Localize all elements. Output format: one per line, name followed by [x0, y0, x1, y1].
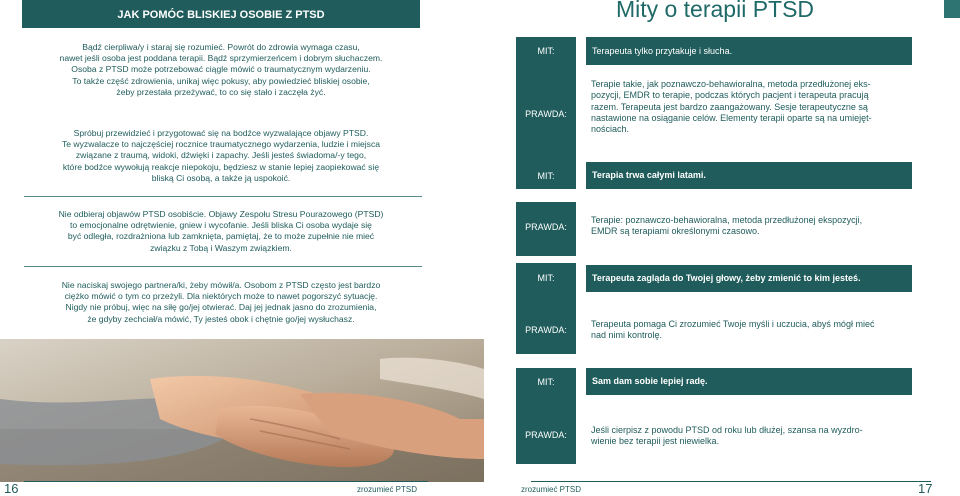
text-line: bliską Ci osobą, a także ją uspokoić. — [151, 172, 291, 183]
myth-box — [586, 162, 912, 189]
text-line: Nigdy nie próbuj, więc na siłę go/jej otwierać. Daj jej jednak jasno do zrozumienia, — [65, 302, 377, 313]
text-line: Terapie takie, jak poznawczo-behawioralna, metoda przedłużonej eks- — [591, 79, 871, 89]
text-line: związane z traumą, widoki, dźwięki i zapachy. Jeśli jesteś świadoma/-y tego, — [75, 150, 367, 161]
text-line: nad nimi kontrolę. — [591, 330, 663, 341]
prawda-label: PRAWDA: — [525, 109, 567, 119]
text-line: Jeśli cierpisz z powodu PTSD od roku lub dłużej, szansa na wyzdro- — [591, 425, 863, 435]
myth-box — [586, 265, 912, 292]
myth-text: Terapeuta tylko przytakuje i słucha. — [592, 46, 733, 56]
page-number-right: 17 — [918, 481, 933, 496]
text-line: EMDR są terapiami określonymi czasowo. — [591, 226, 760, 237]
truth-text — [591, 319, 901, 342]
text-line: Terapeuta pomaga Ci zrozumieć Twoje myśli i uczucia, abyś mógł mieć — [591, 319, 875, 329]
mit-label: MIT: — [537, 377, 555, 387]
divider — [24, 196, 422, 197]
myth-box — [586, 37, 912, 65]
text-line: pozycji, EMDR to terapie, podczas których pacjent i terapeuta pracują — [591, 90, 869, 101]
text-block-pressure — [24, 280, 418, 325]
prawda-label: PRAWDA: — [525, 222, 567, 232]
text-line: nastawione na osiąganie celów. Elementy terapii oparte są na umiejęt- — [591, 112, 872, 123]
text-line: które bodźce wywołują reakcje niepokoju, będziesz w stanie lepiej zaopiekować się — [62, 161, 380, 172]
text-line: że gdyby zechciał/a mówić, Ty jesteś obok i chętnie go/jej wysłuchasz. — [87, 313, 355, 324]
corner-square-decoration — [944, 0, 960, 18]
text-line: Terapie: poznawczo-behawioralna, metoda przedłużonej ekspozycji, — [591, 215, 863, 225]
myth-text: Terapia trwa całymi latami. — [592, 170, 706, 180]
myth-text: Sam dam sobie lepiej radę. — [592, 376, 708, 386]
hands-photo — [0, 339, 484, 482]
text-block-triggers — [24, 128, 418, 184]
text-line: to emocjonalne odrętwienie, gniew i wycofanie. Jeśli bliska Ci osoba wydaje się — [70, 220, 372, 231]
myth-text: Terapeuta zagląda do Twojej głowy, żeby zmienić to kim jesteś. — [592, 273, 861, 283]
text-block-symptoms — [24, 209, 418, 254]
text-line: nawet jeśli osoba jest poddana terapii. Bądź sprzymierzeńcem i dobrym słuchaczem. — [59, 53, 383, 64]
truth-text — [591, 425, 901, 448]
prawda-label: PRAWDA: — [525, 325, 567, 335]
text-line: Te wyzwalacze to najczęściej rocznice traumatycznego wydarzenia, ludzie i miejsca — [61, 139, 381, 150]
text-line: razem. Terapeuta jest bardzo zaangażowany. Sesje terapeutyczne są — [591, 101, 868, 112]
mit-label: MIT: — [537, 273, 555, 283]
text-line: Spróbuj przewidzieć i przygotować się na bodźce wyzwalające objawy PTSD. — [73, 128, 369, 138]
text-line: Nie naciskaj swojego partnera/ki, żeby mówił/a. Osobom z PTSD często jest bardzo — [61, 280, 381, 290]
text-line: To także część zdrowienia, unikaj więc pokusy, aby powiedzieć bliskiej osobie, — [72, 75, 370, 86]
text-line: związku z Tobą i Waszym związkiem. — [150, 242, 292, 253]
page-number-left: 16 — [4, 481, 19, 496]
hands-illustration — [0, 339, 484, 482]
page-title: Mity o terapii PTSD — [615, 0, 815, 22]
truth-text — [591, 79, 901, 135]
truth-text — [591, 215, 901, 238]
text-line: Bądź cierpliwa/y i staraj się rozumieć. Powrót do zdrowia wymaga czasu, — [82, 42, 360, 52]
text-line: wienie bez terapii jest niewielka. — [591, 436, 720, 447]
divider — [24, 266, 422, 267]
myth-box — [586, 368, 912, 395]
footer-label: zrozumieć PTSD — [357, 485, 418, 494]
mit-label: MIT: — [537, 46, 555, 56]
section-header: JAK POMÓC BLISKIEJ OSOBIE Z PTSD — [22, 0, 420, 28]
prawda-label: PRAWDA: — [525, 430, 567, 440]
text-line: Osoba z PTSD może potrzebować ciągle mówić o traumatycznym wydarzeniu. — [71, 64, 371, 75]
text-line: ciężko mówić o tym co przeżyli. Dla niektórych może to nawet pogorszyć sytuację. — [64, 291, 378, 302]
text-line: Nie odbieraj objawów PTSD osobiście. Objawy Zespołu Stresu Pourazowego (PTSD) — [58, 209, 384, 219]
text-block-patience — [24, 42, 418, 98]
text-line: być odległa, rozdrażniona lub zamknięta, pamiętaj, że to może zupełnie nie mieć — [67, 231, 375, 242]
mit-label: MIT: — [537, 171, 555, 181]
footer-rule — [24, 481, 428, 482]
footer-rule — [531, 481, 931, 482]
footer-label: zrozumieć PTSD — [521, 485, 582, 494]
text-line: żeby przestała przeżywać, to co się stało i zaczęła żyć. — [116, 86, 326, 97]
text-line: nościach. — [591, 124, 630, 135]
